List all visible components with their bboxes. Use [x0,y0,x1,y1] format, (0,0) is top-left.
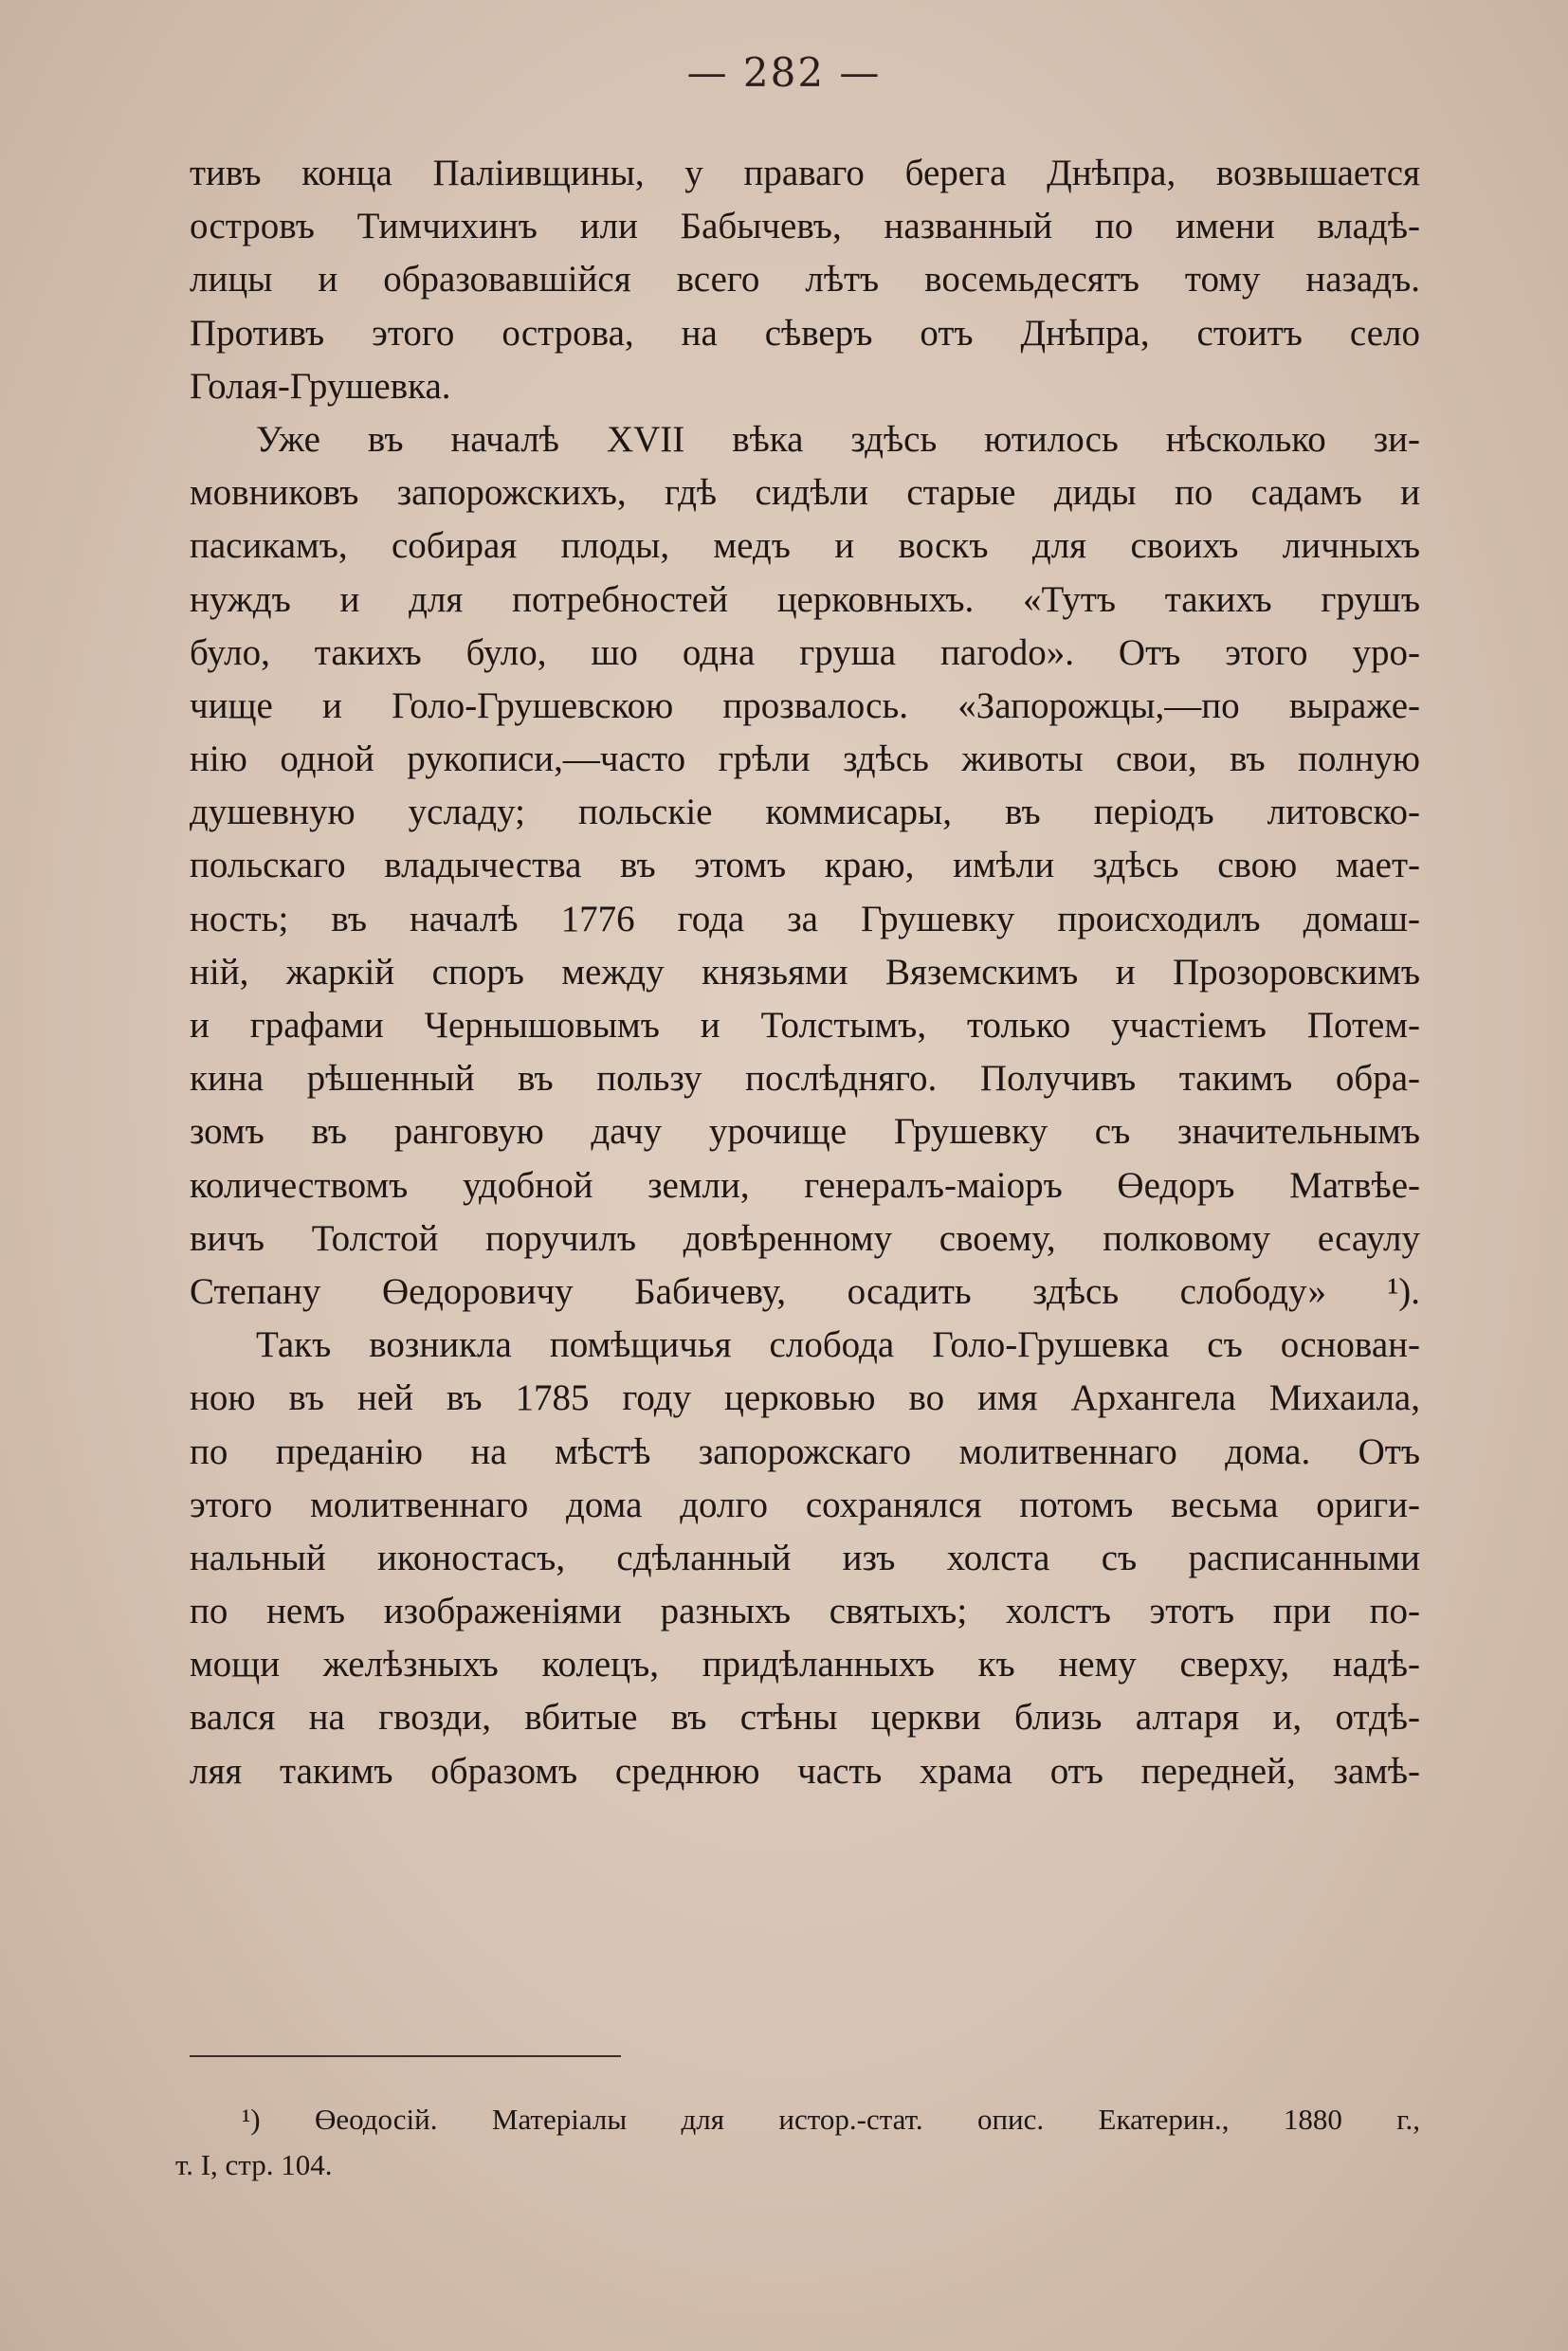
text-line: по преданiю на мѣстѣ запорожскаго молитвеннаго дома. Отъ [190,1431,1420,1472]
page-number: — 282 — [686,49,882,96]
text-line: и графами Чернышовымъ и Толстымъ, только участiемъ Потем- [190,1005,1420,1046]
text-line: этого молитвеннаго дома долго сохранялся потомъ весьма ориги- [190,1484,1420,1525]
text-line: душевную усладу; польскiе коммисары, въ перiодъ литовско- [190,792,1420,833]
text-line: пасикамъ, собирая плоды, медъ и воскъ для своихъ личныхъ [190,525,1420,567]
footnote-line: т. I, стр. 104. [175,2148,333,2181]
text-line: мовниковъ запорожскихъ, гдѣ сидѣли старые диды по садамъ и [190,472,1420,514]
text-line: було, такихъ було, шо одна груша пагоdo». Отъ этого уро- [190,631,1420,673]
footnote-line: ¹) Өеодосiй. Матерiалы для истор.-стат. опис. Екатерин., 1880 г., [242,2103,1420,2136]
text-line: островъ Тимчихинъ или Бабычевъ, названный по имени владѣ- [190,206,1420,247]
text-line: по немъ изображенiями разныхъ святыхъ; холстъ этотъ при по- [190,1591,1420,1632]
body-text [190,147,1420,1798]
text-line: тивъ конца Палiивщины, у праваго берега Днѣпра, возвышается [190,153,1420,193]
text-line: вичъ Толстой поручилъ довѣренному своему, полковому есаулу [190,1217,1420,1259]
text-line: нальный иконостасъ, сдѣланный изъ холста съ расписанными [190,1537,1420,1578]
paragraph-start-line: Уже въ началѣ XVII вѣка здѣсь ютилось нѣсколько зи- [256,418,1420,460]
text-line: кина рѣшенный въ пользу послѣдняго. Получивъ такимъ обра- [190,1058,1420,1100]
text-line: нiй, жаркiй споръ между князьями Вяземскимъ и Прозоровскимъ [190,951,1420,993]
text-line: Степану Өедоровичу Бабичеву, осадить здѣсь слободу» ¹). [190,1270,1420,1312]
text-line: зомъ въ ранговую дачу урочище Грушевку съ значительнымъ [190,1111,1420,1153]
text-line: ляя такимъ образомъ среднюю часть храма отъ передней, замѣ- [190,1750,1420,1792]
text-line: лицы и образовавшiйся всего лѣтъ восемьдесятъ тому назадъ. [190,259,1420,301]
text-line: мощи желѣзныхъ колецъ, придѣланныхъ къ нему сверху, надѣ- [190,1644,1420,1686]
text-line: нiю одной рукописи,—часто грѣли здѣсь животы свои, въ полную [190,738,1420,780]
text-line: количествомъ удобной земли, генералъ-маiоръ Өедоръ Матвѣе- [190,1164,1420,1206]
text-line: Противъ этого острова, на сѣверъ отъ Днѣпра, стоитъ село [190,312,1420,354]
text-line: Голая-Грушевка. [190,365,451,407]
text-line: нуждъ и для потребностей церковныхъ. «Тутъ такихъ грушъ [190,578,1420,620]
text-line: ность; въ началѣ 1776 года за Грушевку происходилъ домаш- [190,898,1420,939]
text-line: польскаго владычества въ этомъ краю, имѣли здѣсь свою мает- [190,845,1420,886]
paragraph-start-line: Такъ возникла помѣщичья слобода Голо-Грушевка съ основан- [256,1324,1420,1366]
footnote-divider [190,2055,621,2057]
text-line: чище и Голо-Грушевскою прозвалось. «Запорожцы,—по выраже- [190,684,1420,726]
text-line: ною въ ней въ 1785 году церковью во имя Архангела Михаила, [190,1377,1420,1419]
text-line: вался на гвозди, вбитые въ стѣны церкви близь алтаря и, отдѣ- [190,1697,1420,1739]
footnotes [175,2097,1420,2188]
